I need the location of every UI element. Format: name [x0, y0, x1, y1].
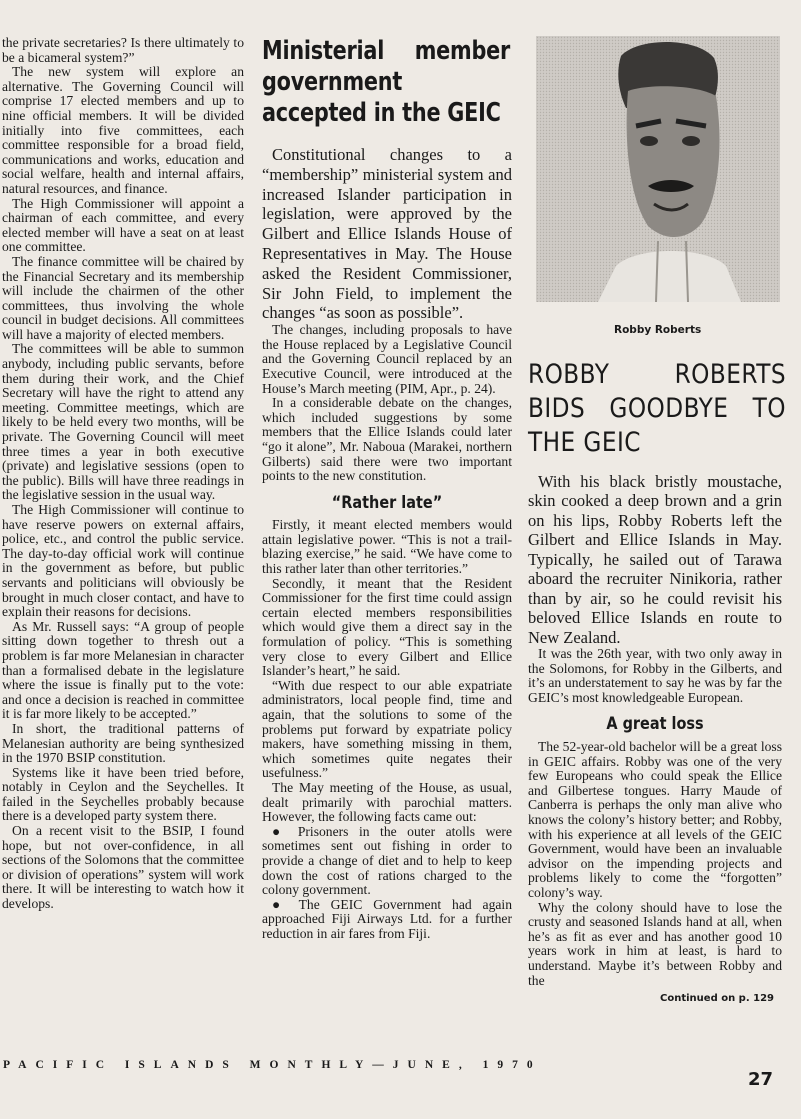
- article-lead: Constitutional changes to a “membership” ministerial system and increased Islander participation in legislation, were approved by the Gilbert and Ellice Islands House of Representatives in May. The House asked the Resident Commissioner, Sir John Field, to implement the changes “as soon as possible”.: [262, 145, 512, 323]
- paragraph: The High Commissioner will continue to have reserve powers on external affairs, police, etc., and control the public service. The day-to-day official work will continue in the government as before, but public servants and politicians will obviously be brought in much closer contact, and have to explain their reasons for decisions.: [2, 502, 244, 620]
- paragraph: In short, the traditional patterns of Melanesian authority are being synthesized in the 1970 BSIP constitution.: [2, 720, 244, 766]
- paragraph: The changes, including proposals to have the House replaced by a Legislative Council and the Governing Council replaced by an Executive Council, were introduced at the House’s March meeting (PIM, Apr., p. 24).: [262, 322, 512, 396]
- paragraph: Secondly, it meant that the Resident Commissioner for the first time could assign certain elected members responsibilities which would give them a direct say in the formulation of policy. “This is something very close to every Gilbert and Ellice Islander’s heart,” he said.: [262, 575, 512, 679]
- paragraph: The High Commissioner will appoint a chairman of each committee, and every elected member will have a seat on at least one committee.: [2, 195, 244, 255]
- roberts-article-column: [528, 36, 786, 1007]
- portrait-photo: [536, 36, 780, 302]
- paragraph: the private secretaries? Is there ultimately to be a bicameral system?”: [2, 35, 244, 65]
- article-headline: Ministerial member government accepted in the GEIC: [262, 36, 510, 128]
- paragraph: The May meeting of the House, as usual, dealt primarily with parochial matters. However, the following facts came out:: [262, 779, 512, 825]
- subheading: A great loss: [606, 714, 704, 735]
- paragraph: On a recent visit to the BSIP, I found hope, but not over-confidence, in all sections of the Solomons that the committee or division of operations” system will work there. It will be interesting to watch how it develops.: [2, 823, 244, 912]
- paragraph: Firstly, it meant elected members would attain legislative power. “This is not a trail-blazing exercise,” he said. “We have come to this rather later than other territories.”: [262, 517, 512, 577]
- page-footer: PACIFIC ISLANDS MONTHLY—JUNE, 1970: [3, 1059, 542, 1071]
- ministerial-article-column: [262, 36, 512, 942]
- paragraph: In a considerable debate on the changes, which included suggestions by some members that the Ellice Islands could later “go it alone”, Mr. Naboua (Marakei, northern Gilberts) said there were two important points to the new constitution.: [262, 395, 512, 484]
- article-intro: With his black bristly moustache, skin cooked a deep brown and a grin on his lips, Robby Roberts left the Gilbert and Ellice Islands in May. Typically, he sailed out of Tarawa aboard the recruiter Ninikoria, rather than by air, so he could revisit his beloved Ellice Islands en route to New Zealand.: [528, 471, 782, 647]
- page-number: 27: [748, 1069, 774, 1090]
- paragraph: As Mr. Russell says: “A group of people sitting down together to thresh out a problem is far more Melanesian in character than a formalised debate in the legislature where the issue is finally put to the vote: and once a decision is reached in committee it is far more likely to be accepted.”: [2, 618, 244, 722]
- paragraph: It was the 26th year, with two only away in the Solomons, for Robby in the Gilberts, and it’s an understatement to say he was by far the GEIC’s most knowledgeable European.: [528, 646, 782, 705]
- paragraph: Why the colony should have to lose the crusty and seasoned Islands hand at all, when he’s as fit as ever and has another good 10 years work in him at least, is hard to understand. Maybe it’s between Robby and the: [528, 899, 782, 988]
- article-headline: ROBBY ROBERTS BIDS GOODBYE TO THE GEIC: [528, 358, 786, 458]
- continued-note: Continued on p. 129: [660, 993, 774, 1005]
- paragraph: The 52-year-old bachelor will be a great loss in GEIC affairs. Robby was one of the very few Europeans who could speak the Ellice and Gilbertese tongues. Harry Maude of Canberra is perhaps the only man alive who knows the colony’s history better; and Robby, with his experience at all levels of the GEIC Government, would have been an invaluable advisor on the impending projects and problems likely to come the “forgotten” colony’s way.: [528, 739, 782, 900]
- paragraph: The finance committee will be chaired by the Financial Secretary and its membership will include the chairmen of the other committees, thus involving the whole council in budget decisions. All committees will have a majority of elected members.: [2, 253, 244, 342]
- paragraph: The committees will be able to summon anybody, including public servants, before them during their work, and the Chief Secretary will have the right to attend any meeting. Committee meetings, which are likely to be held every two months, will be private. The Governing Council will meet three times a year in both executive (private) and legislative sessions (open to the public). Bills will have three readings in the legislative session in the usual way.: [2, 341, 244, 503]
- photo-caption: Robby Roberts: [614, 324, 702, 336]
- paragraph: “With due respect to our able expatriate administrators, local people find, time and again, that the solutions to some of the problems put forward by expatriate policy makers, have something missing in them, which sometimes quite negates their usefulness.”: [262, 677, 512, 781]
- article-continuation-column: [2, 36, 244, 912]
- paragraph: The new system will explore an alternative. The Governing Council will comprise 17 elected members and up to nine official members. It will be divided initially into five committees, each committee responsible for a broad field, communications and works, education and social welfare, health and internal affairs, natural resources, and finance.: [2, 64, 244, 196]
- subheading: “Rather late”: [331, 492, 443, 513]
- bullet-item: ● The GEIC Government had again approached Fiji Airways Ltd. for a further reduction in air fares from Fiji.: [262, 898, 512, 942]
- bullet-item: ● Prisoners in the outer atolls were sometimes sent out fishing in order to provide a change of diet and to help to keep down the cost of rations charged to the colony government.: [262, 825, 512, 898]
- paragraph: Systems like it have been tried before, notably in Ceylon and the Seychelles. It failed in the Seychelles probably because there is a developed party system there.: [2, 764, 244, 824]
